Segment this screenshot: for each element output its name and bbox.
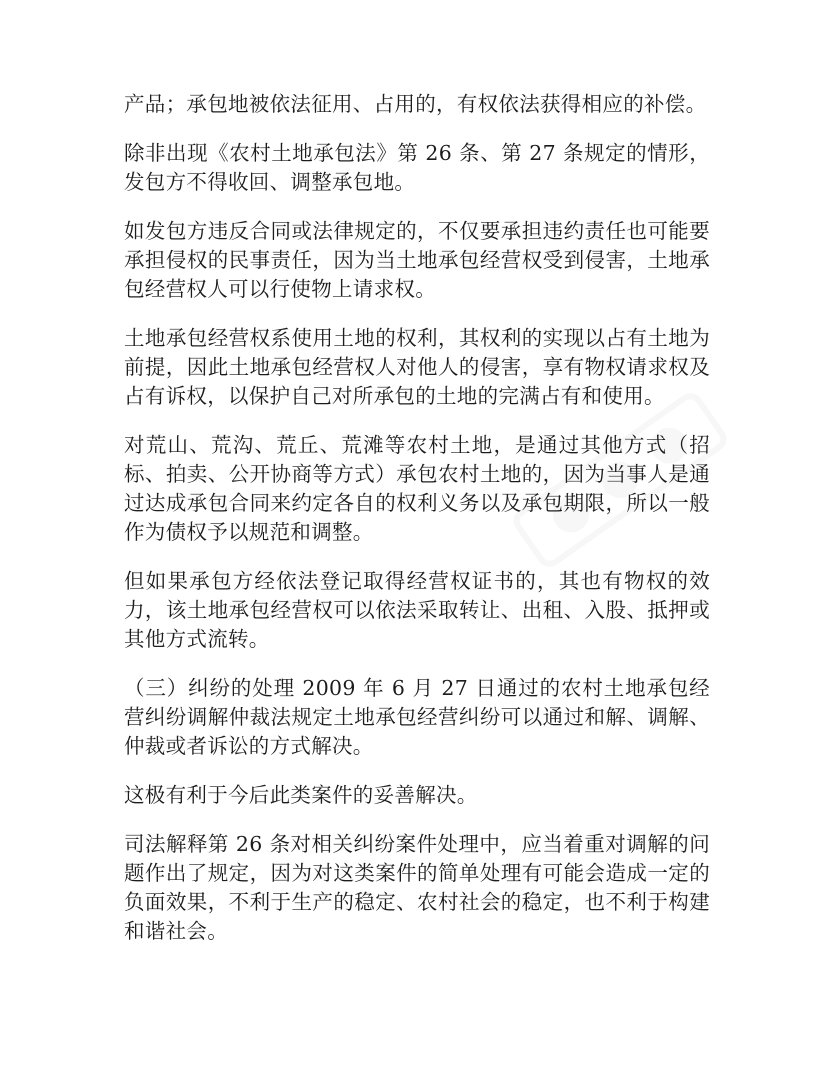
paragraph-1: 产品；承包地被依法征用、占用的，有权依法获得相应的补偿。 bbox=[124, 92, 707, 116]
paragraph-9: 司法解释第 26 条对相关纠纷案件处理中，应当着重对调解的问题作出了规定，因为对这类案件的简单处理有可能会造成一定的负面效果，不利于生产的稳定、农村社会的稳定，也不利于构建和谐社会。 bbox=[124, 832, 710, 943]
paragraph-7: （三）纠纷的处理 2009 年 6 月 27 日通过的农村土地承包经营纠纷调解仲裁法规定土地承包经营纠纷可以通过和解、调解、仲裁或者诉讼的方式解决。 bbox=[124, 676, 710, 758]
paragraph-4: 土地承包经营权系使用土地的权利，其权利的实现以占有土地为前提，因此土地承包经营权人对他人的侵害，享有物权请求权及占有诉权，以保护自己对所承包的土地的完满占有和使用。 bbox=[124, 326, 710, 408]
paragraph-5: 对荒山、荒沟、荒丘、荒滩等农村土地，是通过其他方式（招标、拍卖、公开协商等方式）承包农村土地的，因为当事人是通过达成承包合同来约定各自的权利义务以及承包期限，所以一般作为债权予以规范和调整。 bbox=[124, 433, 710, 544]
document-body bbox=[124, 90, 710, 966]
paragraph-8: 这极有利于今后此类案件的妥善解决。 bbox=[124, 783, 478, 807]
paragraph-2: 除非出现《农村土地承包法》第 26 条、第 27 条规定的情形，发包方不得收回、调整承包地。 bbox=[124, 141, 710, 194]
paragraph-6: 但如果承包方经依法登记取得经营权证书的，其也有物权的效力，该土地承包经营权可以依法采取转让、出租、入股、抵押或其他方式流转。 bbox=[124, 569, 710, 651]
paragraph-3: 如发包方违反合同或法律规定的，不仅要承担违约责任也可能要承担侵权的民事责任，因为当土地承包经营权受到侵害，土地承包经营权人可以行使物上请求权。 bbox=[124, 219, 710, 301]
